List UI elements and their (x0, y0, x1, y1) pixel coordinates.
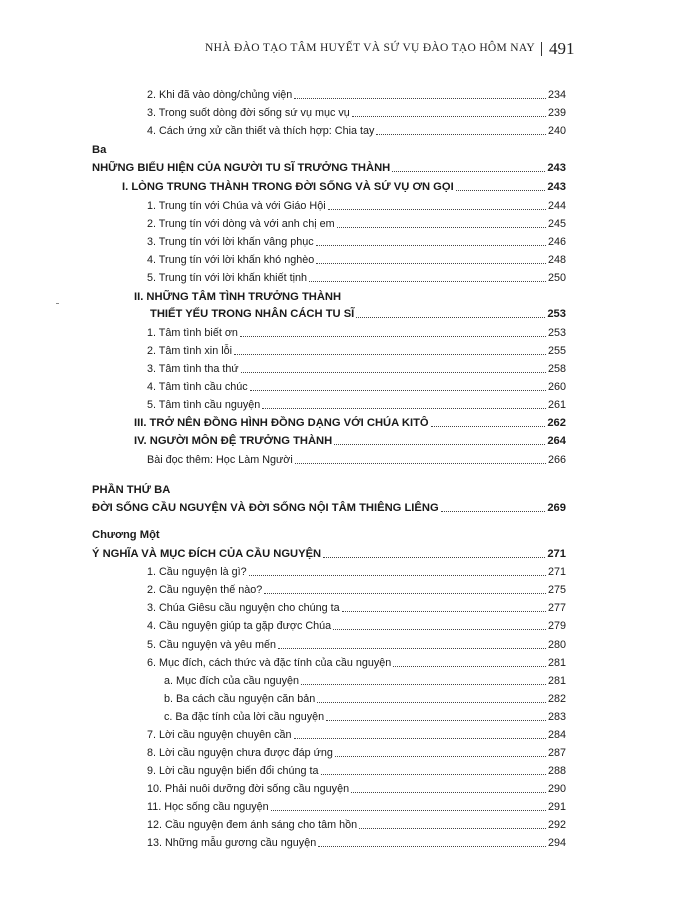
dot-leader (241, 372, 546, 373)
toc-entry-page: 291 (547, 801, 566, 813)
toc-entry-page: 271 (547, 548, 566, 560)
dot-leader (326, 720, 546, 721)
toc-entry-page: 271 (547, 566, 566, 578)
toc-entry[interactable] (147, 122, 566, 138)
dot-leader (240, 336, 546, 337)
toc-entry-page: 281 (547, 675, 566, 687)
toc-entry[interactable] (147, 233, 566, 249)
toc-entry[interactable] (147, 636, 566, 652)
toc-entry-page: 264 (547, 435, 566, 447)
toc-entry-label: 5. Cầu nguyện và yêu mến (147, 639, 277, 651)
section-heading: Ba (92, 144, 107, 156)
toc-entry-label: Bài đọc thêm: Học Làm Người (147, 454, 293, 466)
dot-leader (323, 557, 545, 558)
toc-entry[interactable] (147, 744, 566, 760)
toc-entry-label: 2. Trung tín với dòng và với anh chị em (147, 218, 335, 230)
toc-entry-label: 5. Tâm tình cầu nguyện (147, 399, 261, 411)
toc-entry[interactable] (147, 396, 566, 412)
toc-entry-label: 2. Tâm tình xin lỗi (147, 345, 233, 357)
toc-entry[interactable] (147, 599, 566, 615)
dot-leader (456, 190, 546, 191)
toc-entry[interactable] (92, 499, 566, 515)
toc-entry-label: 4. Tâm tình cầu chúc (147, 381, 248, 393)
toc-entry[interactable] (147, 654, 566, 670)
toc-entry-label: 2. Cầu nguyện thế nào? (147, 584, 263, 596)
toc-entry-label: 4. Cầu nguyện giúp ta gặp được Chúa (147, 620, 332, 632)
toc-entry-page: 258 (547, 363, 566, 375)
toc-entry-page: 275 (547, 584, 566, 596)
dot-leader (431, 426, 546, 427)
toc-entry-label: 3. Trong suốt dòng đời sống sứ vụ mục vụ (147, 107, 350, 119)
toc-entry-label: 2. Khi đã vào dòng/chủng viện (147, 89, 293, 101)
toc-entry-page: 243 (547, 181, 566, 193)
toc-entry-label: III. TRỞ NÊN ĐỒNG HÌNH ĐỒNG DẠNG VỚI CHÚA KITÔ (134, 417, 429, 429)
toc-entry-page: 245 (547, 218, 566, 230)
toc-entry-label: c. Ba đặc tính của lời cầu nguyện (164, 711, 325, 723)
toc-entry[interactable] (92, 545, 566, 561)
toc-entry-label: 5. Trung tín với lời khấn khiết tịnh (147, 272, 307, 284)
toc-entry-label: a. Mục đích của cầu nguyện (164, 675, 300, 687)
toc-entry-label: NHỮNG BIỂU HIỆN CỦA NGƯỜI TU SĨ TRƯỞNG THÀNH (92, 162, 391, 174)
dot-leader (321, 774, 546, 775)
toc-entry-label: IV. NGƯỜI MÔN ĐỆ TRƯỞNG THÀNH (134, 435, 333, 447)
toc-entry-label: 1. Cầu nguyện là gì? (147, 566, 247, 578)
toc-entry-page: 240 (547, 125, 566, 137)
dot-leader (318, 846, 546, 847)
dot-leader (316, 245, 546, 246)
dot-leader (392, 171, 545, 172)
dot-leader (271, 810, 546, 811)
dot-leader (333, 629, 546, 630)
toc-entry-page: 292 (547, 819, 566, 831)
toc-entry[interactable] (147, 197, 566, 213)
toc-entry[interactable] (147, 269, 566, 285)
toc-entry-page: 248 (547, 254, 566, 266)
toc-entry[interactable] (147, 563, 566, 579)
dot-leader (294, 98, 546, 99)
dot-leader (309, 281, 546, 282)
toc-entry[interactable] (147, 581, 566, 597)
toc-entry-page: 261 (547, 399, 566, 411)
toc-entry-label: 7. Lời cầu nguyện chuyên cần (147, 729, 292, 741)
dot-leader (295, 463, 546, 464)
toc-entry-page: 262 (547, 417, 566, 429)
section-heading: Chương Một (92, 529, 160, 541)
toc-entry-label: 6. Mục đích, cách thức và đặc tính của cầu nguyện (147, 657, 392, 669)
toc-entry-label: 13. Những mẫu gương cầu nguyện (147, 837, 317, 849)
toc-entry-page: 234 (547, 89, 566, 101)
toc-entry[interactable] (147, 834, 566, 850)
toc-entry[interactable] (147, 215, 566, 231)
dot-leader (359, 828, 546, 829)
toc-entry[interactable] (92, 159, 566, 175)
dot-leader (335, 756, 546, 757)
toc-entry[interactable] (164, 672, 566, 688)
dot-leader (294, 738, 546, 739)
toc-entry[interactable] (147, 451, 566, 467)
toc-entry-page: 277 (547, 602, 566, 614)
toc-entry-page: 279 (547, 620, 566, 632)
dot-leader (316, 263, 546, 264)
dot-leader (376, 134, 546, 135)
page-number: 491 (549, 39, 575, 58)
toc-entry-page: 244 (547, 200, 566, 212)
toc-entry[interactable] (164, 690, 566, 706)
dot-leader (234, 354, 546, 355)
toc-entry-label: b. Ba cách cầu nguyện căn bản (164, 693, 316, 705)
toc-entry[interactable] (147, 251, 566, 267)
toc-entry[interactable] (147, 726, 566, 742)
dot-leader (301, 684, 546, 685)
toc-entry-page: 266 (547, 454, 566, 466)
toc-entry-page: 246 (547, 236, 566, 248)
toc-entry[interactable] (147, 617, 566, 633)
section-heading: PHẦN THỨ BA (92, 484, 171, 496)
toc-entry-page: 260 (547, 381, 566, 393)
toc-entry-page: 294 (547, 837, 566, 849)
toc-entry-page: 255 (547, 345, 566, 357)
toc-entry[interactable] (147, 798, 566, 814)
toc-entry[interactable] (134, 432, 566, 448)
toc-entry-page: 290 (547, 783, 566, 795)
toc-entry-label: 8. Lời cầu nguyện chưa được đáp ứng (147, 747, 333, 759)
toc-entry-page: 253 (547, 327, 566, 339)
dot-leader (337, 227, 546, 228)
toc-entry-label: THIẾT YẾU TRONG NHÂN CÁCH TU SĨ (150, 308, 355, 320)
toc-entry[interactable] (147, 816, 566, 832)
toc-entry-label: 1. Tâm tình biết ơn (147, 327, 238, 339)
toc-entry-page: 282 (547, 693, 566, 705)
toc-entry[interactable] (147, 378, 566, 394)
dot-leader (351, 792, 546, 793)
toc-entry-label: Ý NGHĨA VÀ MỤC ĐÍCH CỦA CẦU NGUYỆN (92, 548, 322, 560)
toc-entry-label: 3. Trung tín với lời khấn vâng phục (147, 236, 314, 248)
toc-entry-page: 283 (547, 711, 566, 723)
toc-entry-label: 9. Lời cầu nguyện biến đổi chúng ta (147, 765, 319, 777)
toc-entry-page: 243 (547, 162, 566, 174)
dot-leader (278, 648, 546, 649)
toc-entry-page: 281 (547, 657, 566, 669)
toc-entry-page: 284 (547, 729, 566, 741)
dot-leader (264, 593, 546, 594)
toc-entry[interactable] (147, 104, 566, 120)
toc-entry-page: 288 (547, 765, 566, 777)
toc-entry-label: 10. Phải nuôi dưỡng đời sống cầu nguyện (147, 783, 350, 795)
dot-leader (317, 702, 546, 703)
toc-entry-label: 11. Học sống cầu nguyện (147, 801, 269, 813)
section-heading: II. NHỮNG TÂM TÌNH TRƯỞNG THÀNH (134, 291, 342, 303)
toc-entry-label: I. LÒNG TRUNG THÀNH TRONG ĐỜI SỐNG VÀ SỨ VỤ ƠN GỌI (122, 181, 454, 193)
toc-entry-label: 3. Tâm tình tha thứ (147, 363, 239, 375)
toc-entry-page: 287 (547, 747, 566, 759)
toc-entry-page: 269 (547, 502, 566, 514)
dot-leader (352, 116, 546, 117)
toc-entry[interactable] (147, 360, 566, 376)
dot-leader (262, 408, 546, 409)
toc-entry-page: 280 (547, 639, 566, 651)
toc-entry-page: 239 (547, 107, 566, 119)
toc-entry-label: 3. Chúa Giêsu cầu nguyện cho chúng ta (147, 602, 340, 614)
toc-entry-label: 12. Cầu nguyện đem ánh sáng cho tâm hồn (147, 819, 358, 831)
dot-leader (328, 209, 546, 210)
toc-entry[interactable] (147, 780, 566, 796)
dot-leader (249, 575, 546, 576)
toc-entry-label: 4. Trung tín với lời khấn khó nghèo (147, 254, 315, 266)
running-header-title: NHÀ ĐÀO TẠO TÂM HUYẾT VÀ SỨ VỤ ĐÀO TẠO HÔM NAY (205, 42, 535, 54)
dot-leader (393, 666, 546, 667)
dot-leader (356, 317, 545, 318)
toc-entry[interactable] (122, 178, 566, 194)
toc-entry[interactable] (164, 708, 566, 724)
toc-entry-label: 4. Cách ứng xử cần thiết và thích hợp: Chia tay (147, 125, 375, 137)
dot-leader (342, 611, 546, 612)
toc-entry[interactable] (150, 305, 566, 321)
toc-entry[interactable] (147, 324, 566, 340)
toc-entry-label: ĐỜI SỐNG CẦU NGUYỆN VÀ ĐỜI SỐNG NỘI TÂM THIÊNG LIÊNG (92, 502, 439, 514)
dot-leader (334, 444, 545, 445)
dot-leader (441, 511, 546, 512)
toc-entry[interactable] (134, 414, 566, 430)
toc-entry[interactable] (147, 762, 566, 778)
dot-leader (250, 390, 546, 391)
toc-entry[interactable] (147, 86, 566, 102)
toc-entry-page: 250 (547, 272, 566, 284)
toc-entry-label: 1. Trung tín với Chúa và với Giáo Hội (147, 200, 326, 212)
toc-entry[interactable] (147, 342, 566, 358)
toc-entry-page: 253 (547, 308, 566, 320)
